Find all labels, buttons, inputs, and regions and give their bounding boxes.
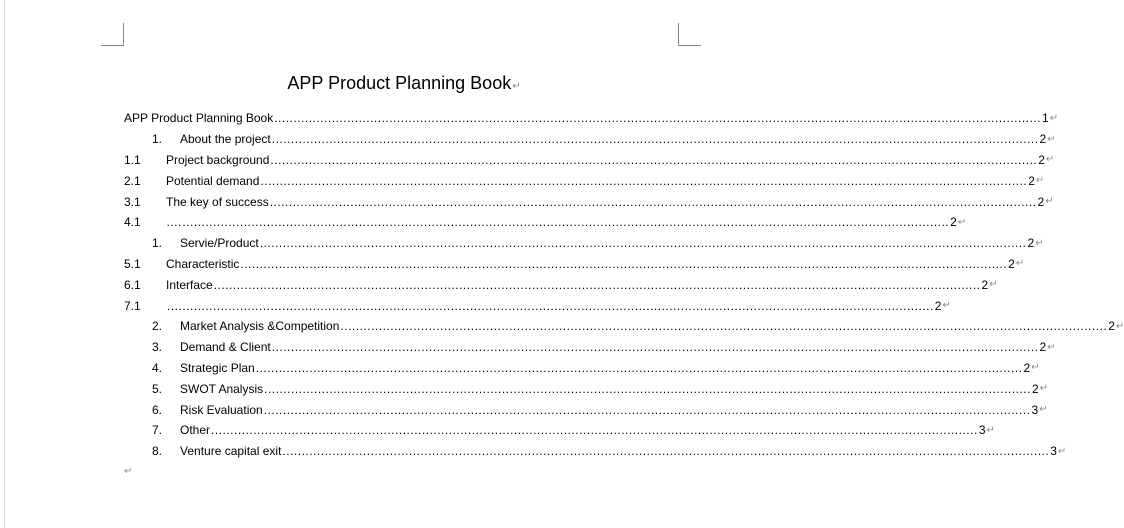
- toc-entry-number: 1.1: [124, 152, 141, 167]
- paragraph-mark-icon: ↵: [1047, 133, 1056, 145]
- toc-entry-number: 4.: [152, 360, 163, 375]
- toc-entry[interactable]: [124, 274, 998, 295]
- toc-entry-number: 2.: [152, 319, 163, 334]
- toc-entry[interactable]: [124, 129, 1056, 150]
- toc-entry-page-number[interactable]: 2: [1037, 194, 1045, 209]
- toc-entry-page-number[interactable]: 2: [1039, 132, 1047, 147]
- toc-entry[interactable]: [124, 399, 1048, 420]
- toc-entry-title[interactable]: Demand & Client: [180, 340, 271, 355]
- toc-dot-leader: ........................................................................................................................................................................................................: [182, 215, 950, 230]
- page-left-edge: [4, 0, 5, 528]
- toc-entry-title[interactable]: About the project: [180, 132, 271, 147]
- toc-dot-leader: ........................................................................................................................................................................................................: [340, 319, 1108, 334]
- paragraph-mark-icon: ↵: [1047, 341, 1056, 353]
- toc-dot-leader: ........................................................................................................................................................................................................: [213, 277, 981, 292]
- paragraph-mark-icon: ↵: [1057, 445, 1067, 457]
- toc-dot-leader: ........................................................................................................................................................................................................: [259, 236, 1027, 251]
- toc-dot-leader: ........................................................................................................................................................................................................: [264, 381, 1031, 396]
- toc-entry-number: 1.: [152, 236, 163, 251]
- toc-entry-number: 8.: [152, 444, 163, 459]
- table-of-contents: [124, 108, 1124, 462]
- toc-entry-title[interactable]: Project background: [166, 152, 270, 167]
- paragraph-mark-icon: ↵: [1045, 196, 1054, 208]
- toc-entry-title[interactable]: Strategic Plan: [180, 360, 255, 375]
- document-title-text[interactable]: APP Product Planning Book: [287, 73, 512, 93]
- toc-entry[interactable]: [124, 441, 1067, 462]
- toc-entry-number: 3.: [152, 340, 163, 355]
- toc-entry-number: 2.1: [124, 173, 141, 188]
- toc-entry-number: 7.: [152, 423, 163, 438]
- toc-entry-page-number[interactable]: 2: [981, 277, 989, 292]
- toc-dot-leader: ........................................................................................................................................................................................................: [271, 132, 1039, 147]
- margin-corner-top-right: [678, 23, 701, 46]
- toc-entry[interactable]: [124, 212, 967, 233]
- paragraph-mark-icon: ↵: [986, 424, 995, 436]
- toc-entry-title[interactable]: Potential demand: [166, 173, 260, 188]
- toc-entry-title[interactable]: SWOT Analysis: [180, 381, 264, 396]
- toc-entry-page-number[interactable]: 2: [934, 298, 942, 313]
- toc-entry-title[interactable]: APP Product Planning Book: [124, 111, 274, 126]
- toc-entry-title[interactable]: Venture capital exit: [180, 444, 282, 459]
- toc-entry-page-number[interactable]: 1: [1042, 111, 1049, 126]
- toc-entry-page-number[interactable]: 2: [1023, 360, 1031, 375]
- paragraph-mark-icon: ↵: [1039, 383, 1049, 395]
- toc-entry-number: 4.1: [124, 215, 141, 230]
- toc-entry-number: 5.1: [124, 256, 141, 271]
- toc-entry[interactable]: [124, 337, 1056, 358]
- toc-entry-page-number[interactable]: 2: [1031, 381, 1039, 396]
- paragraph-mark-icon: ↵: [942, 300, 951, 312]
- paragraph-mark-icon: ↵: [124, 466, 133, 477]
- toc-dot-leader: ........................................................................................................................................................................................................: [270, 152, 1038, 167]
- toc-entry-page-number[interactable]: 2: [1008, 256, 1015, 271]
- toc-entry[interactable]: [124, 233, 1044, 254]
- toc-entry-page-number[interactable]: 2: [1027, 236, 1035, 251]
- toc-entry[interactable]: [124, 378, 1049, 399]
- toc-entry-title[interactable]: Interface: [166, 277, 213, 292]
- toc-dot-leader: ........................................................................................................................................................................................................: [274, 111, 1042, 126]
- toc-entry-page-number[interactable]: 2: [1108, 319, 1115, 334]
- paragraph-mark-icon: ↵: [957, 216, 967, 228]
- toc-entry-title[interactable]: Risk Evaluation: [180, 402, 263, 417]
- toc-entry-number: 1.: [152, 132, 163, 147]
- toc-entry[interactable]: [124, 254, 1025, 275]
- toc-entry-number: 7.1: [124, 298, 141, 313]
- paragraph-mark-icon: ↵: [989, 279, 998, 291]
- toc-entry-number: 3.1: [124, 194, 141, 209]
- toc-entry-page-number[interactable]: 2: [950, 215, 957, 230]
- paragraph-mark-icon: ↵: [1115, 320, 1124, 332]
- paragraph-mark-icon: ↵: [1035, 175, 1045, 187]
- paragraph-mark-icon: ↵: [512, 81, 521, 92]
- paragraph-mark-icon: ↵: [1015, 258, 1025, 270]
- paragraph-mark-icon: ↵: [1031, 362, 1040, 374]
- toc-entry[interactable]: [124, 358, 1040, 379]
- toc-entry[interactable]: [124, 191, 1054, 212]
- toc-entry-number: 5.: [152, 381, 163, 396]
- toc-dot-leader: ........................................................................................................................................................................................................: [260, 173, 1028, 188]
- toc-entry-page-number[interactable]: 3: [1031, 402, 1039, 417]
- toc-entry-title[interactable]: ….: [166, 215, 182, 230]
- toc-entry[interactable]: [124, 420, 995, 441]
- toc-entry-page-number[interactable]: 3: [978, 423, 986, 438]
- paragraph-mark-icon: ↵: [1049, 112, 1059, 124]
- paragraph-mark-icon: ↵: [1045, 154, 1055, 166]
- toc-entry[interactable]: [124, 295, 951, 316]
- toc-entry-title[interactable]: Market Analysis &Competition: [180, 319, 340, 334]
- toc-entry-page-number[interactable]: 2: [1038, 152, 1045, 167]
- toc-entry[interactable]: [124, 316, 1124, 337]
- toc-entry[interactable]: [124, 108, 1059, 129]
- toc-dot-leader: ........................................................................................................................................................................................................: [211, 423, 978, 438]
- toc-entry[interactable]: [124, 150, 1055, 171]
- toc-entry-title[interactable]: Servie/Product: [180, 236, 259, 251]
- paragraph-mark-icon: ↵: [1039, 404, 1048, 416]
- paragraph-mark-icon: ↵: [1035, 237, 1044, 249]
- toc-entry-page-number[interactable]: 2: [1028, 173, 1035, 188]
- margin-corner-top-left: [101, 23, 124, 46]
- toc-dot-leader: ........................................................................................................................................................................................................: [269, 194, 1037, 209]
- toc-entry[interactable]: [124, 170, 1045, 191]
- toc-dot-leader: ........................................................................................................................................................................................................: [263, 402, 1031, 417]
- toc-dot-leader: ........................................................................................................................................................................................................: [240, 256, 1008, 271]
- toc-dot-leader: ........................................................................................................................................................................................................: [255, 360, 1023, 375]
- toc-dot-leader: ........................................................................................................................................................................................................: [282, 444, 1050, 459]
- toc-entry-title[interactable]: Characteristic: [166, 256, 240, 271]
- toc-entry-number: 6.: [152, 402, 163, 417]
- toc-entry-page-number[interactable]: 2: [1039, 340, 1047, 355]
- toc-entry-title[interactable]: The key of success: [166, 194, 269, 209]
- toc-entry-title[interactable]: Other: [180, 423, 211, 438]
- document-title[interactable]: [124, 71, 684, 99]
- toc-entry-page-number[interactable]: 3: [1050, 444, 1057, 459]
- toc-entry-number: 6.1: [124, 277, 141, 292]
- toc-dot-leader: ........................................................................................................................................................................................................: [167, 298, 934, 313]
- toc-dot-leader: ........................................................................................................................................................................................................: [271, 340, 1039, 355]
